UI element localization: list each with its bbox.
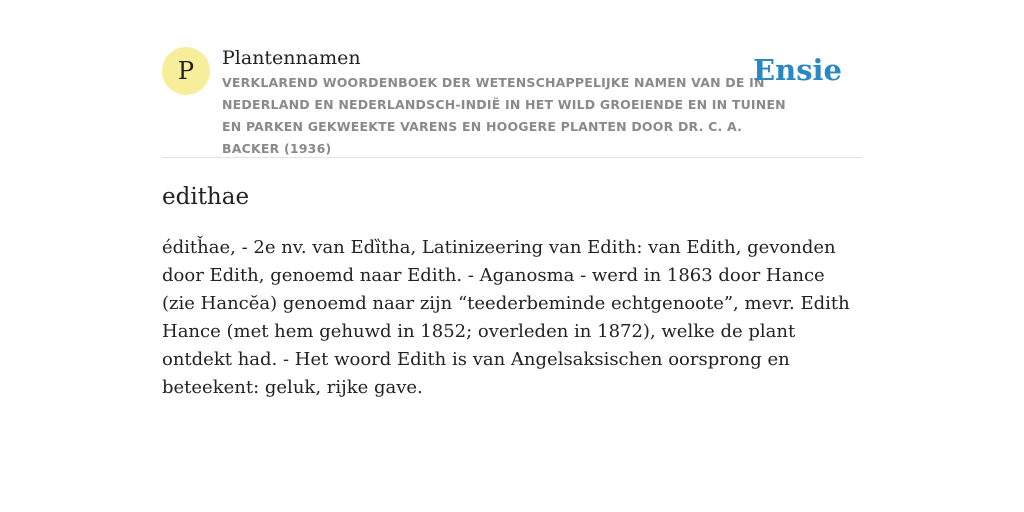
source-subtitle: VERKLAREND WOORDENBOEK DER WETENSCHAPPELIJKE NAMEN VAN DE IN NEDERLAND EN NEDERLANDSCH-INDIË IN HET WILD GROEIENDE EN IN TUINEN EN PARKEN GEKWEEKTE VARENS EN HOOGERE PLANTEN DOOR DR. C. A. BACKER (1936) <box>222 75 786 156</box>
entry-title: edithae <box>162 184 250 210</box>
source-info <box>222 46 802 160</box>
page <box>162 46 862 398</box>
entry-body: éditȟae, - 2e nv. van Edȉtha, Latinizeering van Edith: van Edith, gevonden door Edith, genoemd naar Edith. - Aganosma - werd in 1863 door Hance (zie Hancĕa) genoemd naar zijn “teederbeminde echtgenoote”, mevr. Edith Hance (met hem gehuwd in 1852; overleden in 1872), welke de plant ontdekt had. - Het woord Edith is van Angelsaksischen oorsprong en beteekent: geluk, rijke gave. <box>162 237 850 398</box>
ensie-logo[interactable]: Ensie <box>753 53 842 87</box>
source-title[interactable]: Plantennamen <box>222 47 361 69</box>
avatar-letter: P <box>177 57 195 85</box>
source-avatar <box>162 47 210 95</box>
source-header <box>162 46 862 158</box>
